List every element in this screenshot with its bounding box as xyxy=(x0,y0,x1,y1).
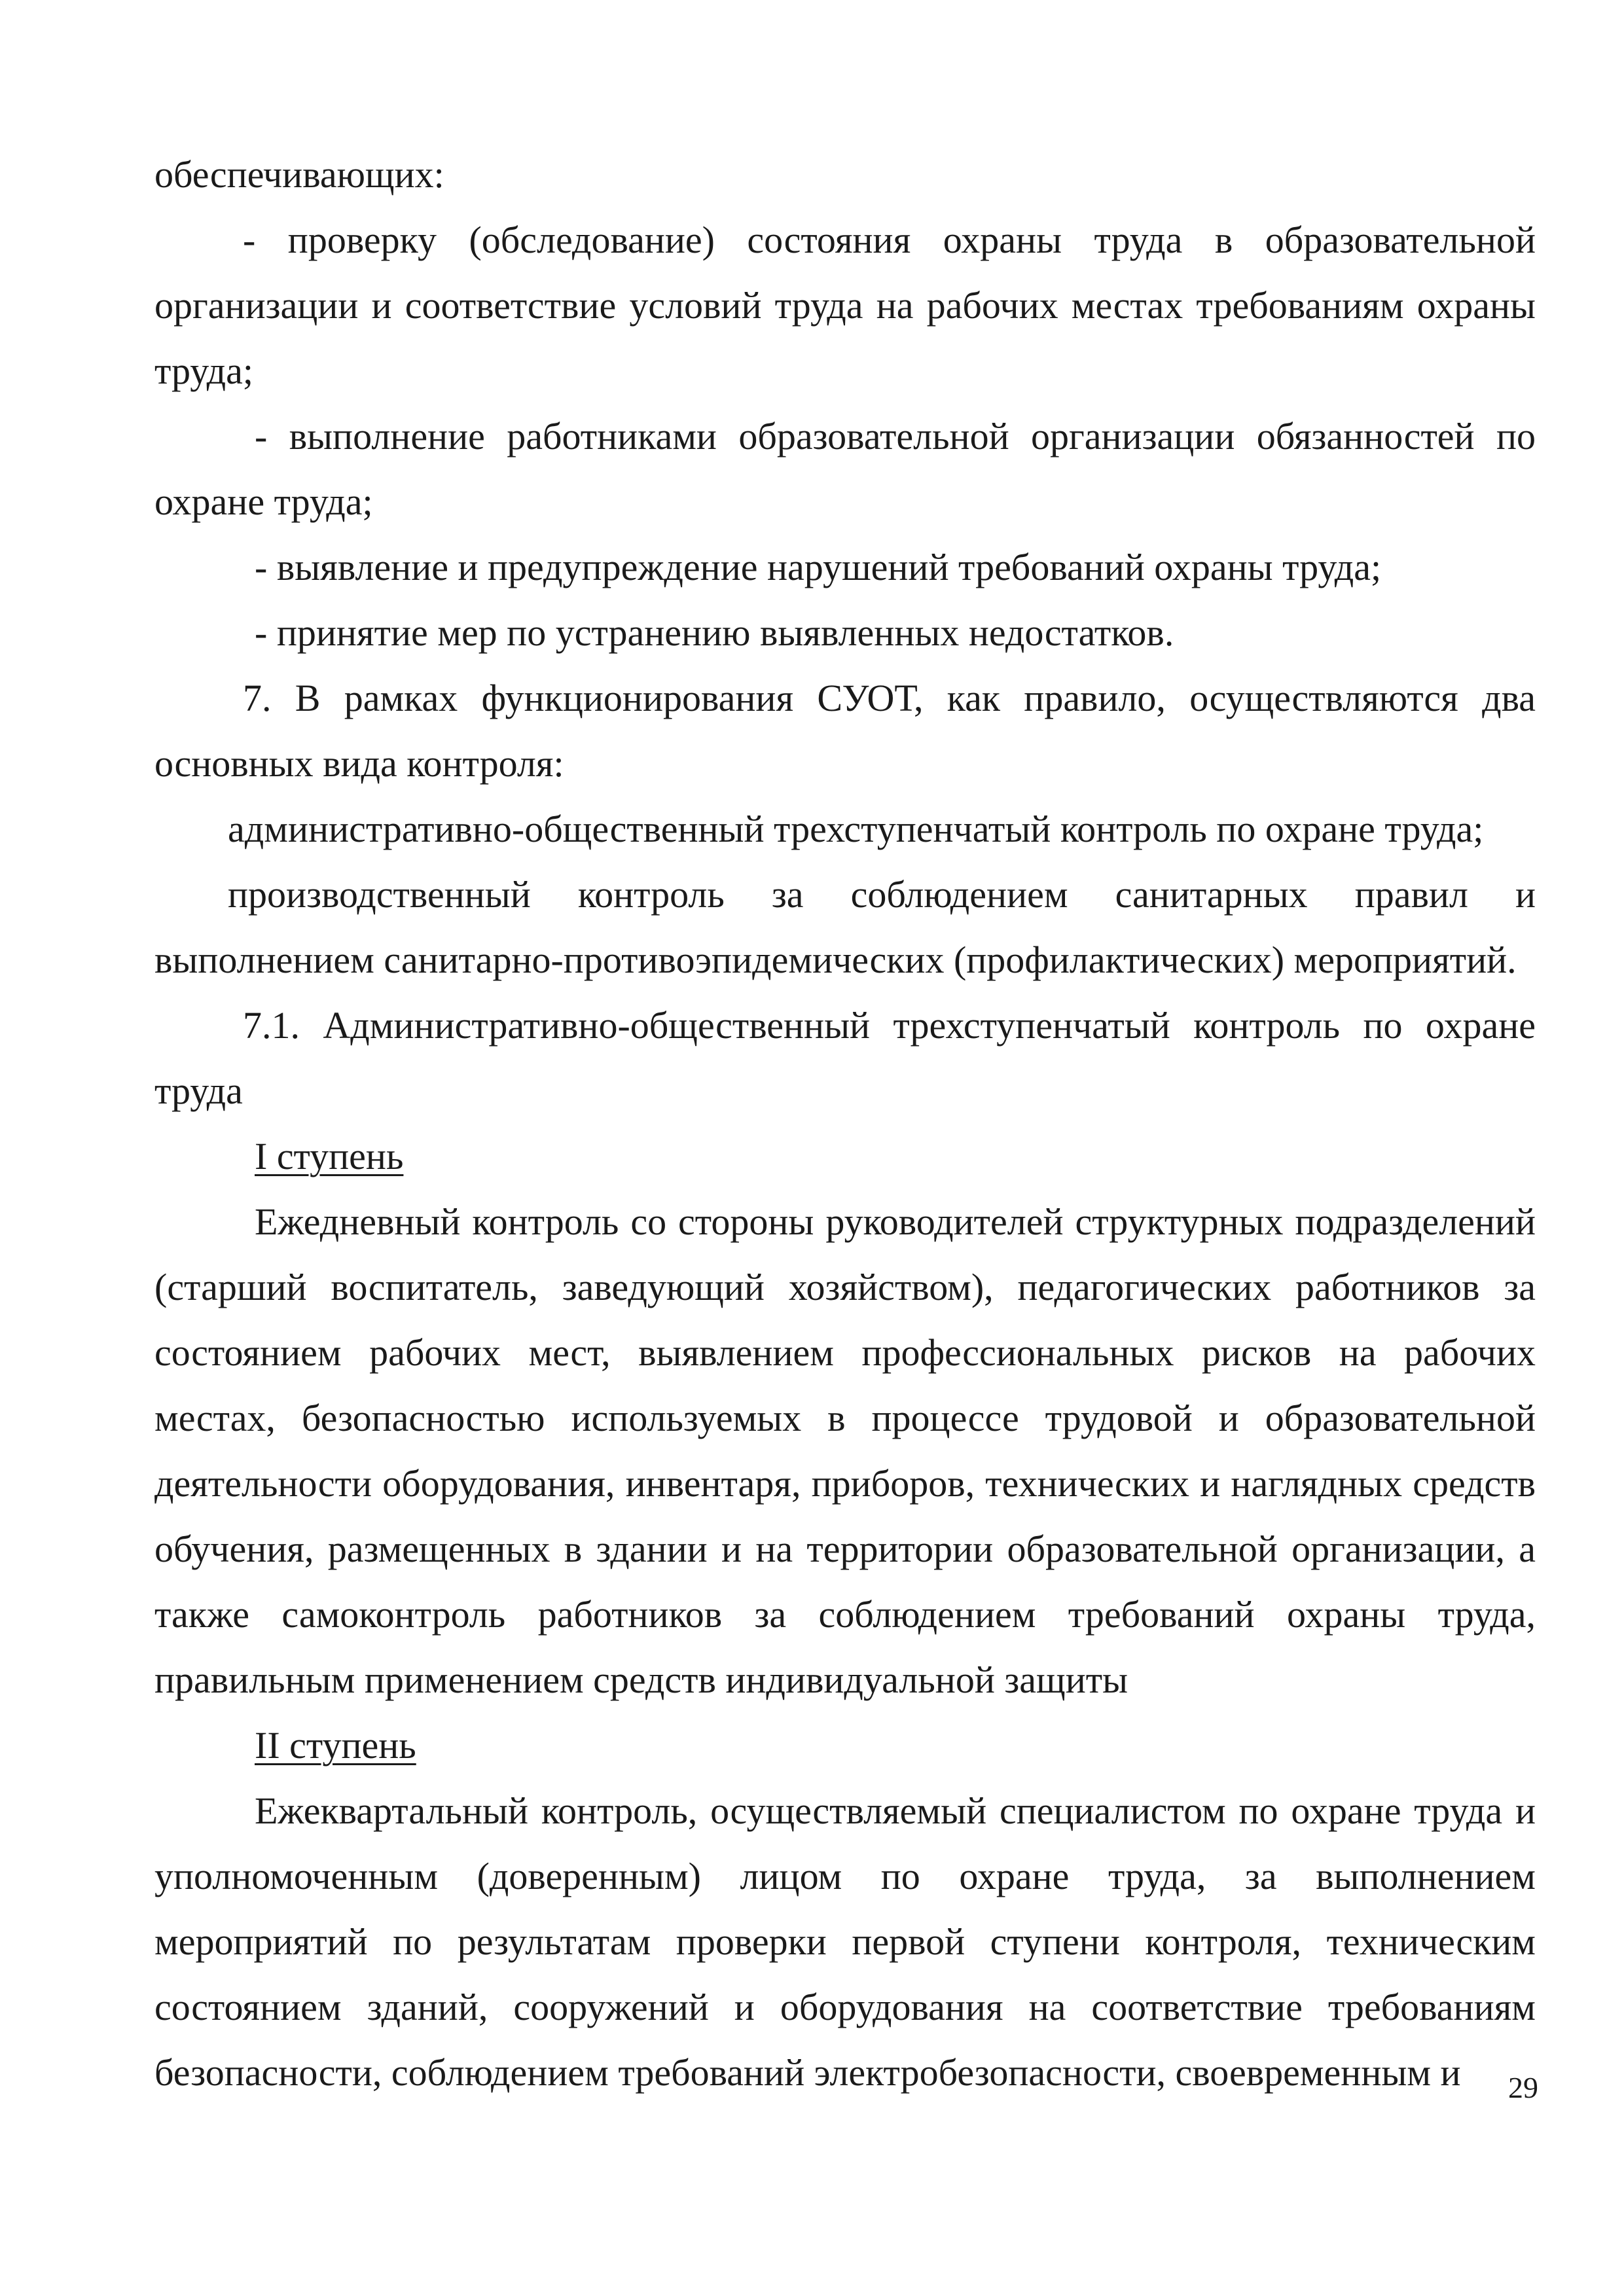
page-body xyxy=(154,142,1536,2106)
section-7-1-title: 7.1. Административно-общественный трехступенчатый контроль по охране труда xyxy=(154,1004,1536,1112)
stage-1-heading-text: I ступень xyxy=(255,1135,404,1177)
page-number: 29 xyxy=(1508,2071,1538,2104)
list-item-violations: - выявление и предупреждение нарушений требований охраны труда; xyxy=(255,546,1382,588)
stage-2-description: Ежеквартальный контроль, осуществляемый специалистом по охране труда и уполномоченным (доверенным) лицом по охране труда, за выполнением мероприятий по результатам проверки первой ступени контроля, техническим состоянием зданий, сооружений и оборудования на соответствие требованиям безопасности, соблюдением требований электробезопасности, своевременным и xyxy=(154,1789,1536,2094)
control-type-production: производственный контроль за соблюдением санитарных правил и выполнением санитарно-противоэпидемических (профилактических) мероприятий. xyxy=(154,873,1536,981)
stage-1-heading xyxy=(154,1124,1536,1189)
stage-2-heading-text: II ступень xyxy=(255,1724,416,1767)
control-type-administrative: административно-общественный трехступенчатый контроль по охране труда; xyxy=(228,808,1484,850)
list-item-duties: - выполнение работниками образовательной организации обязанностей по охране труда; xyxy=(154,415,1536,523)
stage-2-heading xyxy=(154,1713,1536,1778)
stage-1-description: Ежедневный контроль со стороны руководителей структурных подразделений (старший воспитатель, заведующий хозяйством), педагогических работников за состоянием рабочих мест, выявлением профессиональных рисков на рабочих местах, безопасностью используемых в процессе трудовой и образовательной деятельности оборудования, инвентаря, приборов, технических и наглядных средств обучения, размещенных в здании и на территории образовательной организации, а также самоконтроль работников за соблюдением требований охраны труда, правильным применением средств индивидуальной защиты xyxy=(154,1200,1536,1701)
section-7-paragraph: 7. В рамках функционирования СУОТ, как правило, осуществляются два основных вида контроля: xyxy=(154,677,1536,785)
list-item-inspection: - проверку (обследование) состояния охраны труда в образовательной организации и соответствие условий труда на рабочих местах требованиям охраны труда; xyxy=(154,219,1536,392)
list-item-measures: - принятие мер по устранению выявленных недостатков. xyxy=(255,611,1174,654)
intro-line: обеспечивающих: xyxy=(154,153,444,196)
